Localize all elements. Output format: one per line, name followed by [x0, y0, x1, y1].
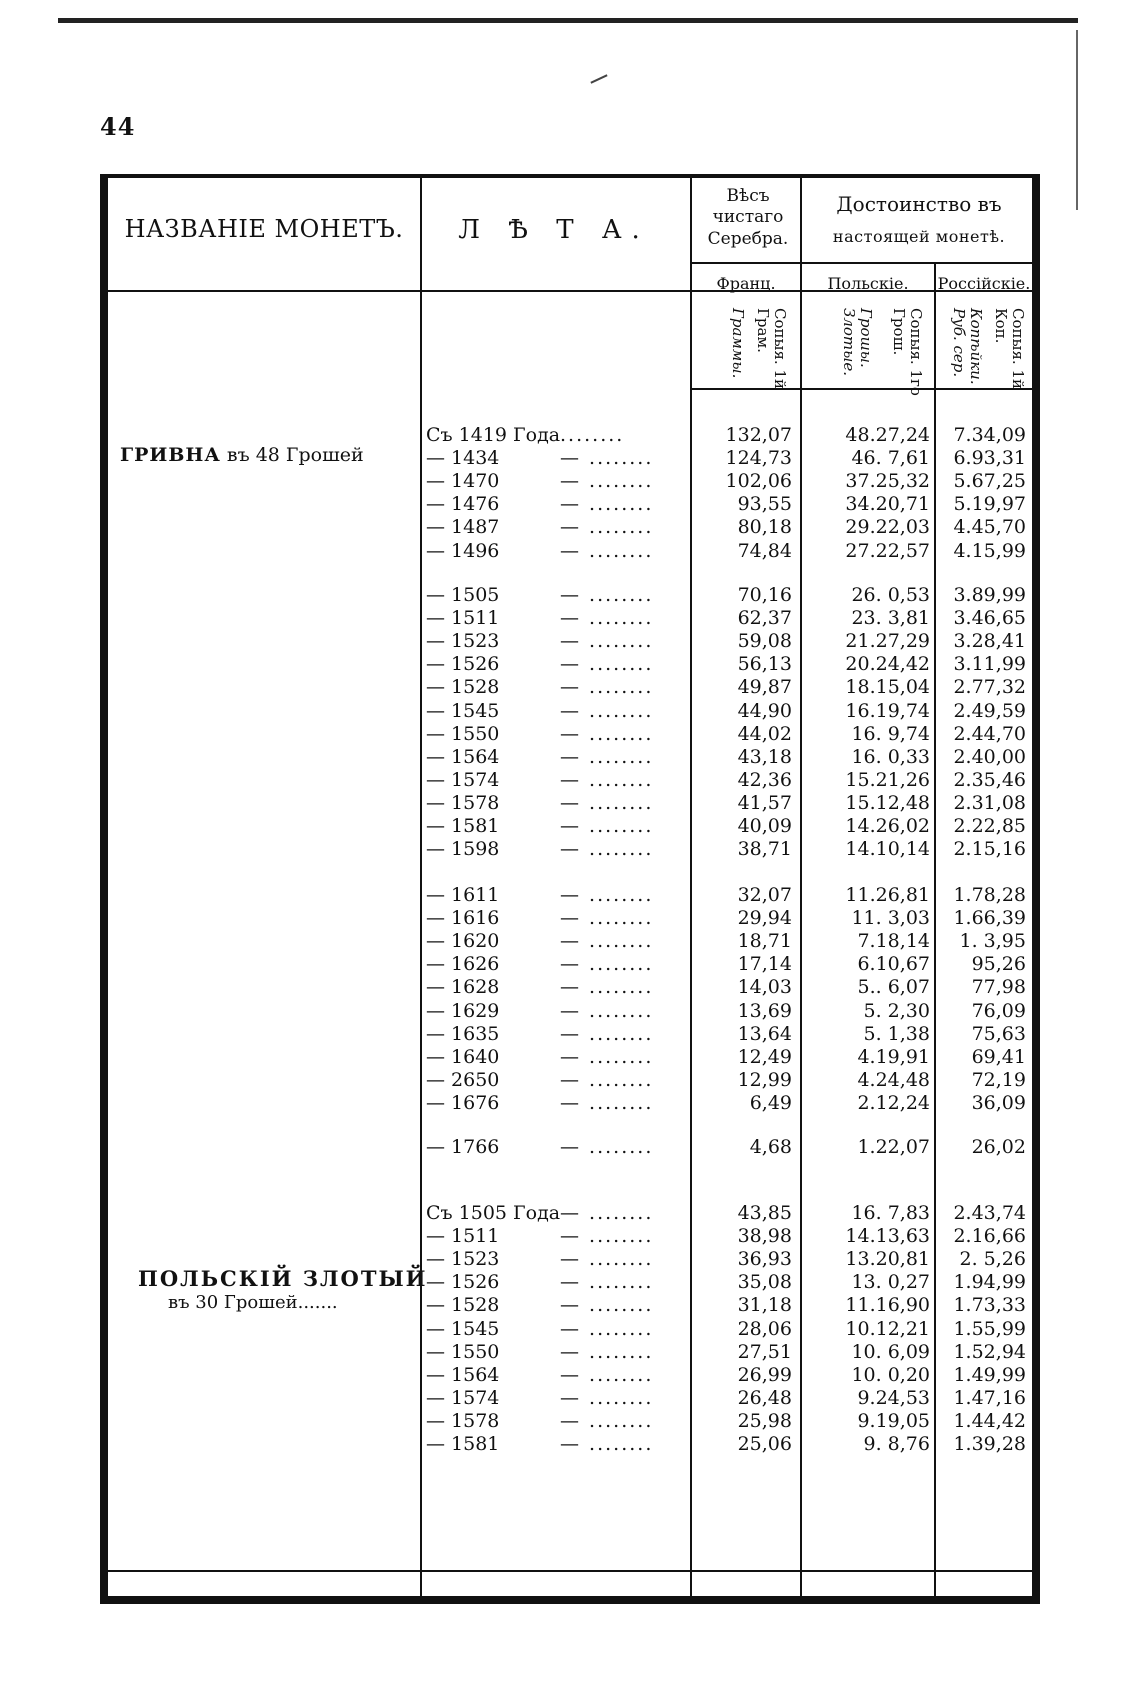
row-polish-value: 9.24,53 — [857, 1386, 930, 1409]
row-ditto: — ........ — [560, 516, 654, 539]
row-year: — 1526 — [426, 653, 500, 676]
row-polish-value: 20.24,42 — [845, 653, 930, 676]
row-russian-value: 3.11,99 — [953, 653, 1026, 676]
row-french-grams: 93,55 — [737, 493, 792, 516]
row-year: — 1574 — [426, 1386, 500, 1409]
row-year: — 1578 — [426, 791, 500, 814]
row-year: — 1581 — [426, 1433, 500, 1455]
row-russian-value: 1.44,42 — [953, 1409, 1026, 1432]
row-ditto: — ........ — [560, 1248, 654, 1271]
row-ditto: — ........ — [560, 1091, 654, 1114]
row-polish-value: 13. 0,27 — [851, 1271, 930, 1294]
row-ditto: — ........ — [560, 1433, 654, 1455]
row-ditto: — ........ — [560, 1045, 654, 1068]
row-russian-value: 1.52,94 — [953, 1340, 1026, 1363]
subheader-french-1-text: Сопыя. 1й Грам. — [754, 308, 789, 389]
row-year: — 1487 — [426, 516, 500, 539]
row-polish-value: 14.10,14 — [845, 838, 930, 861]
table-row — [108, 907, 1032, 932]
header-value-sub: настоящей монетѣ. — [832, 227, 1006, 246]
row-polish-value: 6.10,67 — [857, 953, 930, 976]
table-row — [108, 540, 1032, 565]
row-french-grams: 59,08 — [737, 630, 792, 653]
row-russian-value: 2.31,08 — [953, 791, 1026, 814]
table-row — [108, 700, 1032, 725]
row-polish-value: 5. 1,38 — [863, 1022, 930, 1045]
row-ditto: — ........ — [560, 976, 654, 999]
row-polish-value: 15.12,48 — [845, 791, 930, 814]
row-french-grams: 70,16 — [737, 584, 792, 606]
table-row — [108, 676, 1032, 701]
row-polish-value: 9.19,05 — [857, 1409, 930, 1432]
row-russian-value: 2.43,74 — [953, 1202, 1026, 1224]
row-french-grams: 29,94 — [737, 907, 792, 930]
row-ditto: — ........ — [560, 884, 654, 906]
row-french-grams: 35,08 — [737, 1271, 792, 1294]
row-ditto: — ........ — [560, 1294, 654, 1317]
scan-mark — [590, 74, 607, 83]
row-french-grams: 26,48 — [737, 1386, 792, 1409]
row-year: — 1434 — [426, 447, 500, 470]
row-ditto: — ........ — [560, 722, 654, 745]
table-row — [108, 792, 1032, 817]
table-row — [108, 630, 1032, 655]
row-year: — 1523 — [426, 630, 500, 653]
row-polish-value: 5.. 6,07 — [857, 976, 930, 999]
rule-header-left — [108, 290, 420, 292]
subheader-russian-1 — [984, 308, 1026, 408]
row-russian-value: 2.16,66 — [953, 1225, 1026, 1248]
row-polish-value: 2.12,24 — [857, 1091, 930, 1114]
row-year: — 1578 — [426, 1409, 500, 1432]
row-ditto: — ........ — [560, 699, 654, 722]
row-russian-value: 2.35,46 — [953, 768, 1026, 791]
row-russian-value: 1.66,39 — [953, 907, 1026, 930]
row-year: — 1496 — [426, 539, 500, 562]
row-russian-value: 2.22,85 — [953, 815, 1026, 837]
row-ditto: — ........ — [560, 1271, 654, 1294]
row-year: — 1611 — [426, 884, 500, 906]
table-row — [108, 1202, 1032, 1227]
row-ditto: — ........ — [560, 1225, 654, 1248]
row-polish-value: 10. 6,09 — [851, 1340, 930, 1363]
table-row — [108, 424, 1032, 449]
row-year: — 1676 — [426, 1091, 500, 1114]
row-french-grams: 44,90 — [737, 699, 792, 722]
header-unit-polish: Польскіе. — [827, 274, 909, 293]
header-unit-russian: Россійскіе. — [937, 274, 1031, 293]
row-french-grams: 80,18 — [737, 516, 792, 539]
header-silver-weight: Вѣсъ чистаго Серебра. — [707, 186, 789, 249]
row-french-grams: 44,02 — [737, 722, 792, 745]
row-year: — 1640 — [426, 1045, 500, 1068]
row-french-grams: 40,09 — [737, 815, 792, 837]
row-french-grams: 31,18 — [737, 1294, 792, 1317]
row-ditto: — ........ — [560, 930, 654, 953]
section-suffix-zloty: въ 30 Грошей....... — [168, 1292, 338, 1313]
subheader-polish-1-text: Сопыя. 1го Грош. — [890, 308, 925, 396]
row-year: — 1564 — [426, 745, 500, 768]
table-row — [108, 1248, 1032, 1273]
table-row — [108, 769, 1032, 794]
row-russian-value: 2.49,59 — [953, 699, 1026, 722]
row-year: — 2650 — [426, 1068, 500, 1091]
row-year: — 1574 — [426, 768, 500, 791]
row-ditto: — ........ — [560, 493, 654, 516]
row-french-grams: 62,37 — [737, 607, 792, 630]
subheader-polish-1 — [880, 308, 924, 408]
row-polish-value: 23. 3,81 — [851, 607, 930, 630]
row-ditto: — ........ — [560, 1317, 654, 1340]
row-ditto: — ........ — [560, 838, 654, 861]
row-russian-value: 1.39,28 — [953, 1433, 1026, 1455]
row-polish-value: 15.21,26 — [845, 768, 930, 791]
row-russian-value: 1. 3,95 — [959, 930, 1026, 953]
row-russian-value: 1.73,33 — [953, 1294, 1026, 1317]
table-row — [108, 1092, 1032, 1117]
row-year: Съ 1505 Года — [426, 1202, 561, 1224]
subheader-russian-2 — [944, 308, 984, 408]
row-french-grams: 14,03 — [737, 976, 792, 999]
table-row — [108, 1225, 1032, 1250]
row-polish-value: 37.25,32 — [845, 470, 930, 493]
scan-top-rule — [58, 18, 1078, 23]
row-russian-value: 2.44,70 — [953, 722, 1026, 745]
row-year: — 1526 — [426, 1271, 500, 1294]
coin-table — [100, 174, 1040, 1604]
row-ditto: — ........ — [560, 1409, 654, 1432]
row-french-grams: 26,99 — [737, 1363, 792, 1386]
row-russian-value: 1.47,16 — [953, 1386, 1026, 1409]
row-french-grams: 12,49 — [737, 1045, 792, 1068]
row-russian-value: 2.15,16 — [953, 838, 1026, 861]
row-ditto: ........ — [560, 424, 625, 446]
rule-header-years — [422, 290, 690, 292]
row-french-grams: 12,99 — [737, 1068, 792, 1091]
row-french-grams: 28,06 — [737, 1317, 792, 1340]
row-ditto: — ........ — [560, 539, 654, 562]
row-russian-value: 2.77,32 — [953, 676, 1026, 699]
row-russian-value: 3.28,41 — [953, 630, 1026, 653]
row-russian-value: 72,19 — [971, 1068, 1026, 1091]
row-polish-value: 9. 8,76 — [863, 1433, 930, 1455]
row-french-grams: 132,07 — [725, 424, 792, 446]
row-french-grams: 38,98 — [737, 1225, 792, 1248]
rule-header-units-top — [692, 262, 1032, 264]
row-year: — 1626 — [426, 953, 500, 976]
table-row — [108, 1410, 1032, 1435]
row-french-grams: 18,71 — [737, 930, 792, 953]
row-polish-value: 14.13,63 — [845, 1225, 930, 1248]
row-year: Съ 1419 Года — [426, 424, 561, 446]
table-row — [108, 815, 1032, 840]
header-unit-french: Франц. — [716, 274, 776, 293]
row-polish-value: 10. 0,20 — [851, 1363, 930, 1386]
table-row — [108, 884, 1032, 909]
row-year: — 1511 — [426, 607, 500, 630]
row-french-grams: 17,14 — [737, 953, 792, 976]
table-row — [108, 653, 1032, 678]
table-row — [108, 607, 1032, 632]
row-polish-value: 21.27,29 — [845, 630, 930, 653]
row-russian-value: 26,02 — [971, 1136, 1026, 1158]
row-russian-value: 1.94,99 — [953, 1271, 1026, 1294]
row-polish-value: 16. 7,83 — [851, 1202, 930, 1224]
table-row — [108, 1271, 1032, 1296]
row-polish-value: 5. 2,30 — [863, 999, 930, 1022]
row-russian-value: 5.19,97 — [953, 493, 1026, 516]
row-ditto: — ........ — [560, 630, 654, 653]
row-year: — 1528 — [426, 1294, 500, 1317]
table-row — [108, 1136, 1032, 1161]
table-row — [108, 516, 1032, 541]
row-polish-value: 13.20,81 — [845, 1248, 930, 1271]
row-french-grams: 6,49 — [749, 1091, 792, 1114]
row-russian-value: 77,98 — [971, 976, 1026, 999]
row-polish-value: 11. 3,03 — [851, 907, 930, 930]
row-year: — 1620 — [426, 930, 500, 953]
row-french-grams: 25,98 — [737, 1409, 792, 1432]
row-french-grams: 38,71 — [737, 838, 792, 861]
row-russian-value: 95,26 — [971, 953, 1026, 976]
row-polish-value: 18.15,04 — [845, 676, 930, 699]
row-year: — 1628 — [426, 976, 500, 999]
scan-edge-line — [1076, 30, 1078, 210]
table-row — [108, 1046, 1032, 1071]
row-french-grams: 25,06 — [737, 1433, 792, 1455]
table-row — [108, 976, 1032, 1001]
row-polish-value: 34.20,71 — [845, 493, 930, 516]
row-russian-value: 36,09 — [971, 1091, 1026, 1114]
row-russian-value: 76,09 — [971, 999, 1026, 1022]
row-polish-value: 11.16,90 — [845, 1294, 930, 1317]
row-ditto: — ........ — [560, 791, 654, 814]
header-value — [804, 192, 1034, 247]
row-polish-value: 1.22,07 — [857, 1136, 930, 1158]
row-russian-value: 2. 5,26 — [959, 1248, 1026, 1271]
header-value-title: Достоинство въ — [836, 192, 1002, 216]
row-french-grams: 42,36 — [737, 768, 792, 791]
table-row — [108, 1318, 1032, 1343]
header-coin-name: НАЗВАНІЕ МОНЕТЪ. — [124, 215, 404, 243]
row-year: — 1528 — [426, 676, 500, 699]
row-russian-value: 2.40,00 — [953, 745, 1026, 768]
row-french-grams: 43,85 — [737, 1202, 792, 1224]
row-ditto: — ........ — [560, 907, 654, 930]
row-french-grams: 74,84 — [737, 539, 792, 562]
table-row — [108, 1023, 1032, 1048]
table-row — [108, 838, 1032, 863]
subheader-russian-2-text: Копѣйки. Руб. сер. — [950, 308, 985, 385]
row-ditto: — ........ — [560, 1363, 654, 1386]
row-russian-value: 4.15,99 — [953, 539, 1026, 562]
row-polish-value: 10.12,21 — [845, 1317, 930, 1340]
table-row — [108, 1000, 1032, 1025]
row-year: — 1523 — [426, 1248, 500, 1271]
row-french-grams: 49,87 — [737, 676, 792, 699]
row-ditto: — ........ — [560, 676, 654, 699]
table-row — [108, 1294, 1032, 1319]
row-ditto: — ........ — [560, 1068, 654, 1091]
subheader-russian-1-text: Сопыя. 1й Коп. — [992, 308, 1027, 389]
row-polish-value: 11.26,81 — [845, 884, 930, 906]
row-year: — 1766 — [426, 1136, 500, 1158]
row-polish-value: 27.22,57 — [845, 539, 930, 562]
row-french-grams: 27,51 — [737, 1340, 792, 1363]
row-russian-value: 75,63 — [971, 1022, 1026, 1045]
table-row — [108, 1364, 1032, 1389]
row-french-grams: 36,93 — [737, 1248, 792, 1271]
row-ditto: — ........ — [560, 1022, 654, 1045]
row-year: — 1511 — [426, 1225, 500, 1248]
row-ditto: — ........ — [560, 768, 654, 791]
header-years: Л Ѣ Т А. — [458, 215, 650, 245]
table-row — [108, 1069, 1032, 1094]
row-ditto: — ........ — [560, 1136, 654, 1158]
row-ditto: — ........ — [560, 953, 654, 976]
page-number: 44 — [100, 112, 136, 141]
row-french-grams: 56,13 — [737, 653, 792, 676]
row-polish-value: 26. 0,53 — [851, 584, 930, 606]
row-russian-value: 1.49,99 — [953, 1363, 1026, 1386]
table-row — [108, 930, 1032, 955]
row-french-grams: 43,18 — [737, 745, 792, 768]
subheader-french-2-text: Граммы. — [729, 308, 747, 379]
row-ditto: — ........ — [560, 1202, 654, 1224]
row-polish-value: 16.19,74 — [845, 699, 930, 722]
table-row — [108, 1341, 1032, 1366]
subheader-french-1 — [744, 308, 788, 408]
row-year: — 1616 — [426, 907, 500, 930]
table-row — [108, 447, 1032, 472]
row-russian-value: 3.89,99 — [953, 584, 1026, 606]
row-russian-value: 6.93,31 — [953, 447, 1026, 470]
table-row — [108, 746, 1032, 771]
row-russian-value: 5.67,25 — [953, 470, 1026, 493]
table-row — [108, 470, 1032, 495]
row-year: — 1598 — [426, 838, 500, 861]
row-year: — 1470 — [426, 470, 500, 493]
row-russian-value: 69,41 — [971, 1045, 1026, 1068]
row-ditto: — ........ — [560, 447, 654, 470]
rule-table-bottom — [108, 1570, 1032, 1572]
row-year: — 1545 — [426, 1317, 500, 1340]
row-french-grams: 32,07 — [737, 884, 792, 906]
row-polish-value: 7.18,14 — [857, 930, 930, 953]
row-french-grams: 4,68 — [749, 1136, 792, 1158]
row-french-grams: 13,64 — [737, 1022, 792, 1045]
row-ditto: — ........ — [560, 999, 654, 1022]
subheader-polish-2-text: Грошы. Злотые. — [840, 308, 875, 377]
section-name-grivna: ГРИВНА — [120, 444, 221, 466]
row-ditto: — ........ — [560, 815, 654, 837]
row-polish-value: 16. 0,33 — [851, 745, 930, 768]
row-russian-value: 3.46,65 — [953, 607, 1026, 630]
row-russian-value: 4.45,70 — [953, 516, 1026, 539]
row-french-grams: 102,06 — [725, 470, 792, 493]
row-ditto: — ........ — [560, 653, 654, 676]
table-row — [108, 493, 1032, 518]
row-polish-value: 46. 7,61 — [851, 447, 930, 470]
row-polish-value: 4.24,48 — [857, 1068, 930, 1091]
row-french-grams: 124,73 — [725, 447, 792, 470]
row-ditto: — ........ — [560, 1386, 654, 1409]
row-year: — 1550 — [426, 1340, 500, 1363]
row-year: — 1505 — [426, 584, 500, 606]
row-year: — 1564 — [426, 1363, 500, 1386]
row-year: — 1545 — [426, 699, 500, 722]
row-russian-value: 1.55,99 — [953, 1317, 1026, 1340]
row-russian-value: 1.78,28 — [953, 884, 1026, 906]
row-russian-value: 7.34,09 — [953, 424, 1026, 446]
row-polish-value: 4.19,91 — [857, 1045, 930, 1068]
table-row — [108, 584, 1032, 609]
row-french-grams: 13,69 — [737, 999, 792, 1022]
row-year: — 1476 — [426, 493, 500, 516]
table-row — [108, 723, 1032, 748]
subheader-french-2 — [706, 308, 746, 408]
row-ditto: — ........ — [560, 607, 654, 630]
row-year: — 1550 — [426, 722, 500, 745]
row-year: — 1629 — [426, 999, 500, 1022]
subheader-polish-2 — [830, 308, 874, 408]
row-year: — 1581 — [426, 815, 500, 837]
row-ditto: — ........ — [560, 745, 654, 768]
row-polish-value: 48.27,24 — [845, 424, 930, 446]
table-row — [108, 1433, 1032, 1458]
table-row — [108, 953, 1032, 978]
row-year: — 1635 — [426, 1022, 500, 1045]
section-suffix-grivna: въ 48 Грошей — [226, 444, 364, 466]
row-polish-value: 29.22,03 — [845, 516, 930, 539]
row-ditto: — ........ — [560, 584, 654, 606]
row-polish-value: 14.26,02 — [845, 815, 930, 837]
row-ditto: — ........ — [560, 1340, 654, 1363]
table-row — [108, 1387, 1032, 1412]
section-name-zloty: ПОЛЬСКІЙ ЗЛОТЫЙ — [138, 1266, 428, 1291]
row-ditto: — ........ — [560, 470, 654, 493]
row-french-grams: 41,57 — [737, 791, 792, 814]
row-polish-value: 16. 9,74 — [851, 722, 930, 745]
